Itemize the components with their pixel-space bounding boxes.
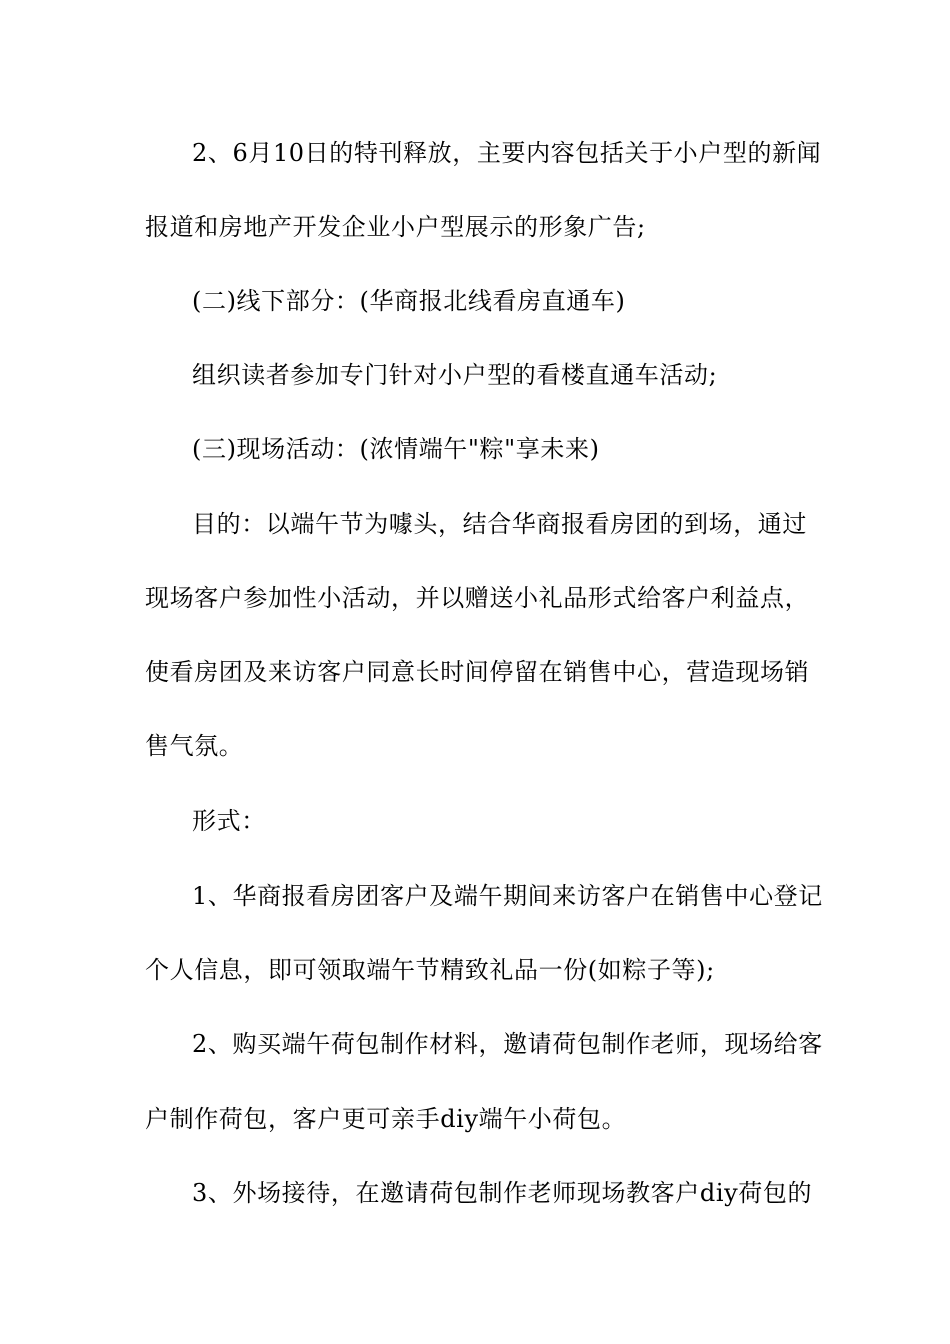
- list-item: 1、华商报看房团客户及端午期间来访客户在销售中心登记: [192, 882, 823, 910]
- paragraph-line: 现场客户参加性小活动，并以赠送小礼品形式给客户利益点，: [145, 584, 810, 612]
- list-item: 2、购买端午荷包制作材料，邀请荷包制作老师，现场给客: [192, 1030, 823, 1058]
- list-item: 3、外场接待，在邀请荷包制作老师现场教客户diy荷包的: [192, 1179, 813, 1207]
- paragraph-line: 售气氛。: [145, 732, 244, 760]
- paragraph-line: 使看房团及来访客户同意长时间停留在销售中心，营造现场销: [145, 658, 810, 686]
- paragraph-line: 个人信息，即可领取端午节精致礼品一份(如粽子等);: [145, 956, 715, 984]
- paragraph-line: 形式：: [192, 807, 266, 835]
- section-heading: (二)线下部分：(华商报北线看房直通车): [192, 287, 626, 315]
- section-heading: (三)现场活动：(浓情端午"粽"享未来): [192, 435, 600, 463]
- paragraph-line: 目的：以端午节为噱头，结合华商报看房团的到场，通过: [192, 510, 807, 538]
- paragraph-line: 报道和房地产开发企业小户型展示的形象广告;: [145, 213, 646, 241]
- paragraph-line: 组织读者参加专门针对小户型的看楼直通车活动;: [192, 361, 718, 389]
- paragraph-line: 户制作荷包，客户更可亲手diy端午小荷包。: [145, 1105, 627, 1133]
- paragraph-line: 2、6月10日的特刊释放，主要内容包括关于小户型的新闻: [192, 139, 822, 167]
